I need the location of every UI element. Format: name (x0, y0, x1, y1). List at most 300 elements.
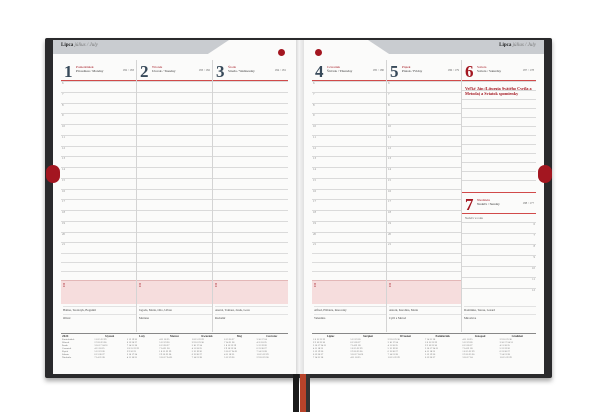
hour-lines (462, 81, 536, 191)
hour-line[interactable] (61, 199, 136, 204)
hour-label: 6 (313, 81, 315, 85)
mini-calendar-title: Kwiecień (201, 335, 213, 338)
day-count: 182 / 183 (122, 68, 134, 72)
hour-line[interactable] (213, 156, 288, 157)
mini-calendar (61, 334, 93, 371)
hour-label: 18 (62, 210, 65, 214)
hour-line[interactable] (312, 81, 386, 85)
hour-line[interactable] (462, 171, 536, 172)
day-name-primary: Sobota (477, 65, 487, 69)
note-line[interactable] (137, 262, 212, 263)
day-number: 6 (465, 62, 474, 81)
mini-calendar-row: 6 13 20 27 (224, 338, 235, 341)
hour-label: 8 (533, 244, 535, 248)
day-count: 186 / 179 (447, 68, 459, 72)
day-name (228, 65, 255, 73)
mini-calendar-row: 3 10 17 24 (387, 341, 398, 344)
hour-line[interactable] (213, 113, 288, 114)
hour-line[interactable] (213, 199, 288, 200)
hour-label: 20 (313, 231, 316, 236)
hour-line[interactable] (462, 288, 536, 292)
hour-line[interactable] (213, 210, 288, 211)
name-days (387, 306, 461, 330)
hour-line[interactable] (462, 126, 536, 127)
mini-calendar (223, 334, 255, 371)
hour-line[interactable] (137, 178, 212, 179)
mini-calendar-rows (425, 338, 460, 359)
hour-line[interactable] (312, 124, 386, 128)
hour-line[interactable] (61, 188, 136, 193)
mini-calendar-row: 2 9 16 23 (126, 350, 136, 353)
mini-calendar-row: 7 14 21 28 (499, 353, 510, 356)
hour-line[interactable] (213, 92, 288, 93)
mini-calendar (349, 334, 386, 371)
hour-line[interactable] (61, 156, 136, 161)
hour-line[interactable] (312, 199, 386, 204)
mini-calendar-row: 5 12 19 26 (159, 341, 170, 344)
hour-line[interactable] (61, 124, 136, 128)
mini-calendar-row: 3 10 17 24 (191, 344, 202, 347)
hour-label: 15 (313, 177, 316, 182)
mini-calendar-title: Czerwiec (266, 335, 278, 338)
hour-line[interactable] (387, 242, 461, 247)
hour-label: 11 (388, 134, 391, 139)
sunday-number: 7 (465, 195, 474, 214)
mini-calendar-rows (224, 338, 254, 359)
hour-label: 19 (62, 220, 65, 225)
mini-calendar-row: 5 12 19 26 (424, 353, 436, 356)
hour-line[interactable] (137, 210, 212, 211)
hour-line[interactable] (61, 91, 136, 96)
mini-calendar-row: 7 14 21 28 (256, 350, 267, 353)
note-line[interactable] (387, 262, 461, 263)
sunday-block (462, 192, 536, 302)
mini-calendar-rows (159, 338, 189, 359)
exclamation-icon: ! (389, 283, 391, 289)
hour-label: 7 (62, 91, 64, 96)
exclamation-icon: ! (215, 283, 217, 289)
day-column[interactable] (212, 60, 288, 332)
mini-calendar-row: Wtorek (62, 341, 70, 344)
mini-calendar-rows (62, 338, 92, 359)
hour-line[interactable] (213, 221, 288, 222)
hour-line[interactable] (213, 167, 288, 168)
mini-calendar-title: Grudzień (511, 335, 523, 338)
hour-line[interactable] (387, 81, 461, 85)
hour-label: 7 (388, 91, 390, 96)
hour-line[interactable] (137, 113, 212, 114)
mini-calendar-row: 7 14 21 28 (224, 341, 235, 344)
hour-label: 11 (532, 277, 535, 281)
hour-line[interactable] (61, 167, 136, 171)
sunday-name-secondary: Nedeľa / Sunday (477, 202, 500, 206)
hour-line[interactable] (137, 232, 212, 233)
elastic-band-right[interactable] (538, 165, 552, 183)
hour-line[interactable] (61, 145, 136, 150)
mini-calendar-row: 1 8 15 22 29 (126, 347, 139, 350)
mini-calendar-title: Wrzesień (399, 335, 411, 338)
hour-line[interactable] (137, 81, 212, 82)
mini-calendar-rows (462, 338, 497, 359)
day-name (327, 65, 352, 73)
hour-line[interactable] (312, 188, 386, 193)
mini-calendar-row: 5 12 19 26 (126, 338, 138, 341)
mini-calendar-row: 1 8 15 22 29 (499, 356, 512, 359)
name-day-row: Radomír (215, 314, 288, 322)
name-day-row: Jagoda, Maria, Otto, Urban (139, 306, 212, 314)
sunday-name-primary: Niedziela (477, 198, 490, 202)
mini-calendar-row: 4 11 18 25 (462, 338, 473, 341)
mini-calendar-row: 5 12 19 26 (191, 350, 202, 353)
mini-calendar-row: 3 10 17 24 31 (224, 350, 238, 353)
hour-line[interactable] (312, 231, 386, 236)
hour-label: 10 (313, 124, 316, 128)
hour-line[interactable] (387, 231, 461, 236)
hour-label: 8 (62, 102, 64, 107)
hour-line[interactable] (312, 91, 386, 96)
mini-calendar-row: Czwartek (62, 347, 72, 350)
mini-calendar-row: Sobota (62, 353, 69, 356)
day-name-primary: Wtorek (152, 65, 163, 69)
hour-line[interactable] (137, 221, 212, 222)
day-name (152, 65, 176, 73)
hour-line[interactable] (462, 244, 536, 248)
hour-label: 11 (313, 134, 316, 139)
mini-calendar-row: 5 12 19 26 (256, 344, 267, 347)
mini-calendar-row: 3 10 17 24 (126, 353, 138, 356)
note-line[interactable] (312, 262, 386, 263)
hour-line[interactable] (312, 242, 386, 247)
hour-line[interactable] (137, 167, 212, 168)
hour-label: 6 (62, 81, 64, 85)
mini-calendar-row: 4 11 18 25 (224, 353, 235, 356)
priority-box[interactable] (61, 280, 136, 304)
hour-line[interactable] (137, 124, 212, 125)
hour-line[interactable] (462, 255, 536, 259)
hour-label: 10 (532, 266, 535, 270)
hour-line[interactable] (61, 220, 136, 225)
hour-line[interactable] (137, 92, 212, 93)
hour-line[interactable] (312, 134, 386, 139)
hour-line[interactable] (462, 180, 536, 181)
hour-line[interactable] (387, 124, 461, 128)
hour-line[interactable] (213, 189, 288, 190)
hour-label: 15 (388, 177, 391, 182)
day-name-primary: Poniedziałek (76, 65, 94, 69)
hour-line[interactable] (312, 177, 386, 182)
hour-line[interactable] (387, 188, 461, 193)
hour-label: 11 (62, 134, 65, 139)
day-name-secondary: Štvrtok / Thursday (327, 69, 353, 73)
name-day-row: Valentína (314, 314, 386, 322)
note-line[interactable] (213, 271, 288, 272)
note-line[interactable] (61, 271, 136, 272)
hour-line[interactable] (462, 108, 536, 109)
hour-line[interactable] (462, 90, 536, 91)
hour-label: 16 (62, 188, 65, 193)
note-line[interactable] (61, 262, 136, 263)
hour-line[interactable] (387, 177, 461, 182)
hour-label: 13 (62, 156, 65, 161)
mini-calendar-row: 1 8 15 22 29 (350, 347, 363, 350)
hour-line[interactable] (462, 153, 536, 154)
note-line[interactable] (137, 271, 212, 272)
hour-line[interactable] (387, 220, 461, 225)
hour-line[interactable] (137, 242, 212, 243)
hour-line[interactable] (213, 124, 288, 125)
hour-line[interactable] (387, 167, 461, 171)
hour-line[interactable] (213, 81, 288, 82)
sunday-name (477, 198, 500, 206)
name-days (312, 306, 386, 330)
hour-lines (387, 81, 461, 253)
day-header (387, 60, 461, 81)
hour-line[interactable] (213, 135, 288, 136)
note-lines (213, 253, 288, 280)
priority-box[interactable] (213, 280, 288, 304)
mini-calendar-row: 6 13 20 27 (424, 356, 436, 359)
mini-calendar-row: 4 11 18 25 (159, 338, 170, 341)
hour-line[interactable] (462, 222, 536, 226)
hour-line[interactable] (137, 135, 212, 136)
mini-calendar-row: 7 14 21 28 (462, 347, 473, 350)
holiday-title: Veľký Ján (Liturgia Svätého Cyrila a Metoda) a Sviatok spomienky (465, 86, 532, 96)
day-column[interactable] (386, 60, 461, 332)
mini-calendar-row: 5 12 19 26 (499, 347, 510, 350)
hour-line[interactable] (462, 144, 536, 145)
hour-line[interactable] (387, 199, 461, 204)
hour-line[interactable] (61, 134, 136, 139)
hour-line[interactable] (312, 145, 386, 150)
hour-line[interactable] (312, 167, 386, 171)
hour-line[interactable] (312, 210, 386, 214)
hour-line[interactable] (387, 210, 461, 214)
mini-calendar (424, 334, 461, 371)
hour-label: 12 (62, 145, 65, 150)
hour-label: 9 (313, 113, 315, 118)
day-number: 1 (64, 62, 73, 81)
hour-line[interactable] (312, 220, 386, 225)
day-name-primary: Środa (228, 65, 236, 69)
hour-line[interactable] (387, 134, 461, 139)
name-day-row: Alfred, Elżbieta, Innocenty (314, 306, 386, 314)
mini-calendar-row: 6 13 20 27 (126, 341, 138, 344)
hour-line[interactable] (462, 135, 536, 136)
hour-label: 9 (388, 113, 390, 118)
mini-calendar (126, 334, 158, 371)
mini-calendar-row: 1 8 15 22 29 (462, 350, 475, 353)
mini-calendar-row: 2 9 16 23 30 (224, 347, 237, 350)
hour-line[interactable] (137, 103, 212, 104)
hour-label: 17 (62, 199, 65, 204)
mini-calendar-row: 4 11 18 25 (191, 347, 202, 350)
mini-calendar-row: 6 13 20 27 (94, 353, 105, 356)
sunday-note: Nedeľa w roku (465, 216, 484, 220)
day-column[interactable] (312, 60, 386, 332)
hour-line[interactable] (61, 81, 136, 85)
hour-label: 6 (388, 81, 390, 85)
mini-calendar-row: 1 8 15 22 29 (159, 350, 172, 353)
mini-calendar-title: Maj (236, 335, 242, 338)
priority-box[interactable] (387, 280, 461, 304)
note-lines (137, 253, 212, 280)
hour-line[interactable] (61, 231, 136, 236)
mini-calendar-row: 7 14 21 28 (94, 356, 105, 359)
hour-label: 16 (313, 188, 316, 193)
hour-line[interactable] (213, 103, 288, 104)
day-name-secondary: Utorok / Tuesday (152, 69, 176, 73)
day-number: 2 (140, 62, 149, 81)
hour-label: 18 (313, 210, 316, 214)
hour-line[interactable] (213, 242, 288, 243)
exclamation-icon: ! (314, 283, 316, 289)
mini-calendar-row: 2 9 16 23 30 (462, 353, 475, 356)
mini-calendar-row: Środa (62, 344, 68, 347)
note-lines (61, 253, 136, 280)
hour-line[interactable] (61, 177, 136, 182)
hour-label: 8 (313, 102, 315, 107)
note-line[interactable] (387, 271, 461, 272)
hour-line[interactable] (462, 266, 536, 270)
mini-calendar (158, 334, 190, 371)
mini-calendar-row: 2 9 16 23 30 (313, 341, 325, 344)
hour-line[interactable] (462, 233, 536, 237)
day-name (76, 65, 104, 73)
hour-line[interactable] (462, 81, 536, 82)
hour-label: 9 (62, 113, 64, 118)
day-columns (61, 60, 288, 332)
day-name-secondary: Piatok / Friday (402, 69, 423, 73)
name-days (137, 306, 212, 330)
hour-line[interactable] (462, 162, 536, 163)
priority-box[interactable] (312, 280, 386, 304)
mini-calendar-row: Niedziela (62, 356, 72, 359)
hour-line[interactable] (312, 156, 386, 161)
hour-line[interactable] (387, 91, 461, 96)
mini-calendar-row: 4 11 18 25 (126, 356, 137, 359)
day-column[interactable] (136, 60, 212, 332)
note-line[interactable] (61, 253, 136, 254)
hour-line[interactable] (312, 102, 386, 107)
mini-calendar-row: 2 9 16 23 30 (94, 341, 107, 344)
right-page (304, 40, 544, 374)
mini-calendar-row: 1 8 15 22 29 (191, 338, 204, 341)
day-name-secondary: Sobota / Saturday (477, 69, 502, 73)
hour-line[interactable] (137, 189, 212, 190)
name-day-row: Oliver (63, 314, 136, 322)
mini-calendar-row: 2 9 16 23 30 (499, 338, 512, 341)
hour-line[interactable] (137, 156, 212, 157)
hour-label: 9 (533, 255, 535, 259)
note-line[interactable] (137, 253, 212, 254)
hour-label: 10 (62, 124, 65, 128)
mini-calendar (387, 334, 424, 371)
hour-label: 20 (388, 231, 391, 236)
hour-label: 7 (533, 233, 535, 237)
hour-line[interactable] (137, 146, 212, 147)
note-line[interactable] (312, 253, 386, 254)
mini-calendar-row: 4 11 18 25 (256, 341, 267, 344)
mini-calendar-row: 5 12 19 26 (462, 341, 473, 344)
hour-label: 12 (313, 145, 316, 150)
note-line[interactable] (213, 262, 288, 263)
hour-label: 15 (62, 177, 65, 182)
hour-lines (312, 81, 386, 253)
note-line[interactable] (387, 253, 461, 254)
hour-line[interactable] (387, 102, 461, 107)
mini-calendar (191, 334, 223, 371)
hour-line[interactable] (387, 113, 461, 118)
exclamation-icon: ! (63, 283, 65, 289)
hour-line[interactable] (61, 102, 136, 107)
hour-line[interactable] (61, 242, 136, 247)
mini-calendar-row: 7 14 21 28 (313, 356, 324, 359)
logo-dot-icon (315, 49, 322, 56)
priority-box[interactable] (137, 280, 212, 304)
hour-label: 14 (313, 167, 316, 171)
hour-label: 21 (62, 242, 65, 247)
hour-label: 6 (533, 222, 535, 226)
hour-label: 14 (62, 167, 65, 171)
name-day-row: Dominika, Teresa, Gotard (464, 306, 536, 314)
day-count: 187 / 178 (522, 68, 534, 72)
day-count: 185 / 180 (372, 68, 384, 72)
mini-calendar-row: 4 11 18 25 (350, 356, 361, 359)
mini-calendar-row: 5 12 19 26 (94, 350, 105, 353)
mini-calendar (499, 334, 536, 371)
mini-calendar-row: 4 11 18 25 (313, 347, 324, 350)
mini-calendar-row: 7 14 21 28 (424, 338, 436, 341)
mini-calendar-row: 3 10 17 24 31 (313, 344, 327, 347)
hour-line[interactable] (312, 113, 386, 118)
name-day-row: Mariana (139, 314, 212, 322)
hour-line[interactable] (61, 113, 136, 118)
elastic-band-left[interactable] (46, 165, 60, 183)
hour-label: 7 (313, 91, 315, 96)
hour-line[interactable] (137, 199, 212, 200)
mini-calendar-rows (388, 338, 423, 359)
hour-line[interactable] (387, 145, 461, 150)
note-line[interactable] (312, 271, 386, 272)
bookmark-ribbon-dark[interactable] (306, 370, 310, 412)
hour-line[interactable] (213, 232, 288, 233)
day-column[interactable] (61, 60, 136, 332)
hour-line[interactable] (387, 156, 461, 161)
mini-calendar-title: Lipiec (326, 335, 335, 338)
hour-label: 12 (388, 145, 391, 150)
mini-calendar-row: 3 10 17 24 31 (159, 356, 173, 359)
hour-line[interactable] (213, 178, 288, 179)
hour-line[interactable] (213, 146, 288, 147)
day-number: 3 (216, 62, 225, 81)
hour-label: 14 (388, 167, 391, 171)
month-label: Lipca július / July (61, 43, 98, 48)
mini-calendar-row: 1 8 15 22 29 (94, 338, 107, 341)
hour-line[interactable] (462, 117, 536, 118)
mini-calendar-rows (94, 338, 124, 359)
day-count: 184 / 181 (274, 68, 286, 72)
mini-calendar-title: Październik (435, 335, 450, 338)
mini-calendar-row: 2 9 16 23 30 (387, 338, 400, 341)
hour-line[interactable] (61, 210, 136, 214)
hour-label: 10 (388, 124, 391, 128)
day-column-weekend[interactable] (461, 60, 536, 332)
hour-line[interactable] (462, 277, 536, 281)
mini-calendar-row: 5 12 19 26 (313, 350, 324, 353)
hour-line[interactable] (462, 99, 536, 100)
bookmark-ribbon-black[interactable] (293, 370, 299, 412)
note-line[interactable] (213, 253, 288, 254)
